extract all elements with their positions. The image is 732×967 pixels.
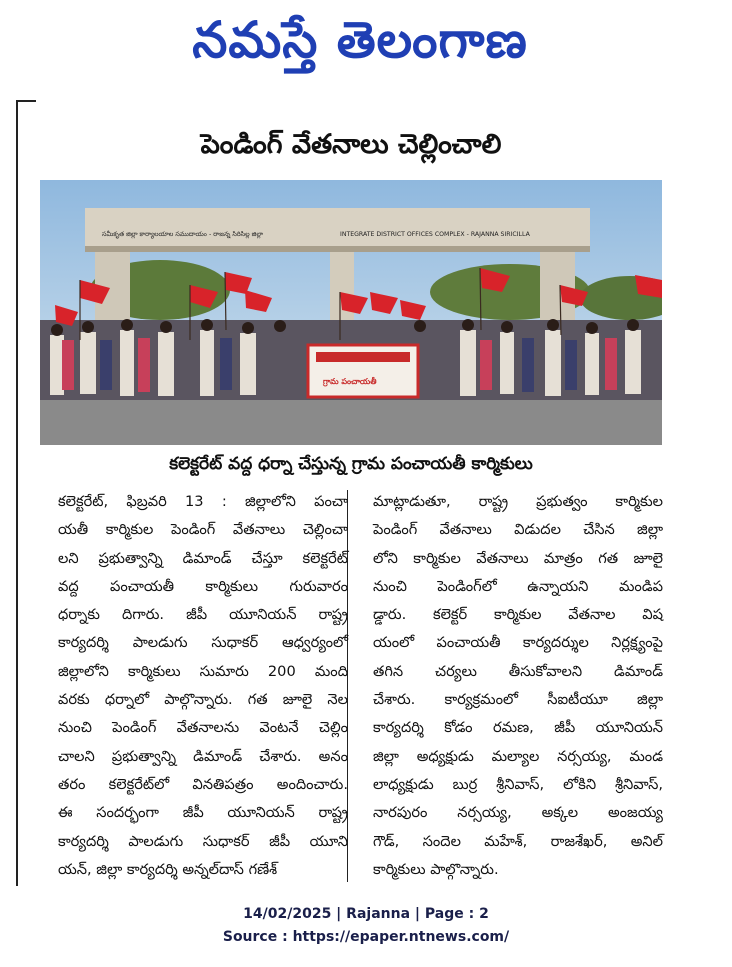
protest-photo bbox=[40, 180, 662, 445]
text-line: నారపురం నర్సయ్య, అక్కల అంజయ్య bbox=[373, 804, 663, 822]
left-border-rule bbox=[16, 100, 18, 886]
text-line: ధర్నాకు దిగారు. జీపీ యూనియన్ రాష్ట్ర bbox=[58, 606, 348, 624]
photo-caption: కలెక్టరేట్ వద్ద ధర్నా చేస్తున్న గ్రామ పంచాయతీ కార్మికులు bbox=[169, 454, 533, 474]
arch-sign-english: INTEGRATE DISTRICT OFFICES COMPLEX - RAJANNA SIRICILLA bbox=[340, 231, 530, 238]
banner-text: గ్రామ పంచాయతీ bbox=[323, 377, 377, 386]
text-line: లాధ్యక్షుడు బుర్ర శ్రీనివాస్, లోకిని శ్రీనివాస్, bbox=[373, 775, 663, 793]
footer-source-link[interactable]: Source : https://epaper.ntnews.com/ bbox=[222, 929, 510, 945]
text-line: నుంచి పెండింగ్ వేతనాలను వెంటనే చెల్లిం bbox=[58, 719, 348, 737]
text-line: కార్యదర్శి పాలడుగు సుధాకర్ ఆధ్వర్యంలో bbox=[58, 634, 348, 652]
text-line: తగిన చర్యలు తీసుకోవాలని డిమాండ్ bbox=[373, 662, 663, 680]
text-line: పెండింగ్ వేతనాలు విడుదల చేసిన జిల్లా bbox=[373, 521, 663, 539]
text-line: చాలని ప్రభుత్వాన్ని డిమాండ్ చేశారు. అనం bbox=[58, 747, 348, 765]
article-column-right bbox=[373, 488, 663, 884]
text-line: డ్డారు. కలెక్టర్ కార్మికుల వేతనాల విష bbox=[373, 606, 663, 624]
text-line: కార్యదర్శి పాలడుగు సుధాకర్ జీపీ యూని bbox=[58, 832, 348, 850]
text-line: వద్ద పంచాయతీ కార్మికులు గురువారం bbox=[58, 577, 348, 595]
text-line: యతీ కార్మికుల పెండింగ్ వేతనాలు చెల్లించా bbox=[58, 521, 348, 539]
text-line: లోని కార్మికుల వేతనాలు మాత్రం గత జూలై bbox=[373, 549, 663, 567]
top-border-rule bbox=[16, 100, 36, 102]
text-line: వరకు ధర్నాలో పాల్గొన్నారు. గత జూలై నెల bbox=[58, 691, 348, 709]
text-line: కలెక్టరేట్, ఫిబ్రవరి 13 : జిల్లాలోని పంచా bbox=[58, 493, 348, 510]
text-line: ఈ సందర్భంగా జీపీ యూనియన్ రాష్ట్ర bbox=[58, 804, 348, 822]
newspaper-masthead: నమస్తే తెలంగాణ bbox=[192, 11, 528, 69]
text-line: జిల్లా అధ్యక్షుడు మల్యాల నర్సయ్య, మండ bbox=[373, 747, 663, 765]
article-headline: పెండింగ్ వేతనాలు చెల్లించాలి bbox=[200, 129, 502, 160]
text-line: మాట్లాడుతూ, రాష్ట్ర ప్రభుత్వం కార్మికుల bbox=[373, 493, 663, 510]
text-line: చేశారు. కార్యక్రమంలో సీఐటీయూ జిల్లా bbox=[373, 691, 663, 709]
text-line: యంలో పంచాయతీ కార్యదర్శుల నిర్లక్ష్యంపై bbox=[373, 634, 663, 652]
text-line: గౌడ్, సందెల మహేశ్, రాజశేఖర్, అనిల్ bbox=[373, 832, 663, 850]
text-line: లని ప్రభుత్వాన్ని డిమాండ్ చేస్తూ కలెక్టరేట్ bbox=[58, 549, 348, 567]
text-line: కార్యదర్శి కోడం రమణ, జీపీ యూనియన్ bbox=[373, 719, 663, 737]
text-line: నుంచి పెండింగ్‌లో ఉన్నాయని మండిప bbox=[373, 577, 663, 595]
text-line: కార్మికులు పాల్గొన్నారు. bbox=[373, 860, 499, 878]
text-line: జిల్లాలోని కార్మికులు సుమారు 200 మంది bbox=[58, 662, 348, 680]
text-line: తరం కలెక్టరేట్‌లో వినతిపత్రం అందించారు. bbox=[58, 775, 348, 793]
text-line: యన్, జిల్లా కార్యదర్శి అన్నల్‌దాస్ గణేశ్ bbox=[58, 860, 278, 878]
footer-date-edition: 14/02/2025 | Rajanna | Page : 2 bbox=[243, 906, 489, 922]
arch-sign-telugu: సమీకృత జిల్లా కార్యాలయాల సముదాయం - రాజన్న సిరిసిల్ల జిల్లా bbox=[102, 230, 264, 238]
article-column-left bbox=[58, 488, 348, 884]
